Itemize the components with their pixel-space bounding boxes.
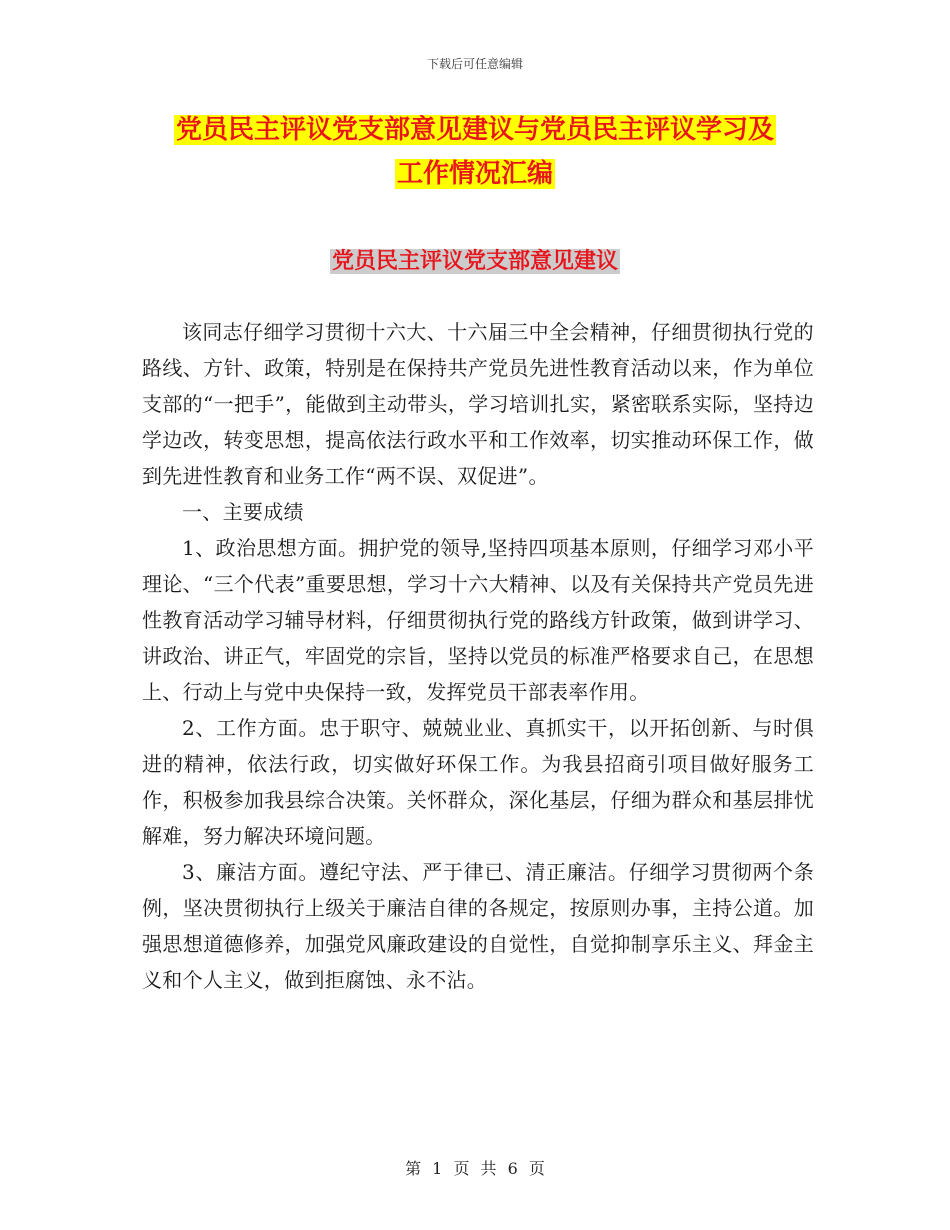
paragraph-integrity: 3、廉洁方面。遵纪守法、严于律已、清正廉洁。仔细学习贯彻两个条例，坚决贯彻执行上级关于廉洁自律的各规定，按原则办事，主持公道。加强思想道德修养，加强党风廉政建设的自觉性，自觉抑制享乐主义、拜金主义和个人主义，做到拒腐蚀、永不沾。 [142, 860, 814, 992]
title-line-2: 工作情况汇编 [396, 159, 553, 189]
paragraph-heading-achievements: 一、主要成绩 [182, 500, 304, 524]
section-title-text: 党员民主评议党支部意见建议 [331, 249, 618, 274]
document-title [150, 108, 800, 196]
paragraph-intro: 该同志仔细学习贯彻十六大、十六届三中全会精神，仔细贯彻执行党的路线、方针、政策，特别是在保持共产党员先进性教育活动以来，作为单位支部的“一把手”，能做到主动带头，学习培训扎实，紧密联系实际，坚持边学边改，转变思想，提高依法行政水平和工作效率，切实推动环保工作，做到先进性教育和业务工作“两不误、双促进”。 [142, 320, 814, 488]
header-note: 下载后可任意编辑 [426, 57, 523, 71]
paragraph-work: 2、工作方面。忠于职守、兢兢业业、真抓实干，以开拓创新、与时俱进的精神，依法行政，切实做好环保工作。为我县招商引项目做好服务工作，积极参加我县综合决策。关怀群众，深化基层，仔细为群众和基层排忧解难，努力解决环境问题。 [142, 716, 814, 848]
page-footer: 第 1 页 共 6 页 [405, 1159, 545, 1178]
title-line-1: 党员民主评议党支部意见建议与党员民主评议学习及 [175, 115, 774, 145]
body-text [142, 314, 814, 998]
paragraph-political: 1、政治思想方面。拥护党的领导,坚持四项基本原则，仔细学习邓小平理论、“三个代表”重要思想，学习十六大精神、以及有关保持共产党员先进性教育活动学习辅导材料，仔细贯彻执行党的路线方针政策，做到讲学习、讲政治、讲正气，牢固党的宗旨，坚持以党员的标准严格要求自己，在思想上、行动上与党中央保持一致，发挥党员干部表率作用。 [142, 536, 814, 704]
section-title [0, 244, 950, 280]
